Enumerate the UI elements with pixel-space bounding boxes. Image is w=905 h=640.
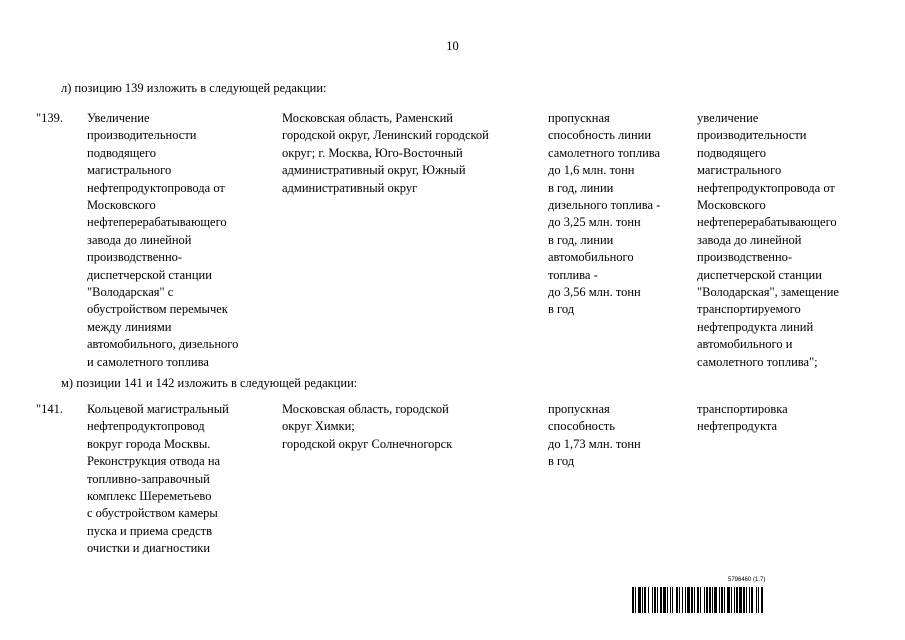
barcode-bar (663, 587, 666, 613)
barcode-bar (691, 587, 693, 613)
barcode-bar (667, 587, 668, 613)
barcode-bar (739, 587, 742, 613)
barcode-bar (652, 587, 653, 613)
barcode-bar (724, 587, 725, 613)
object-location: Московская область, городской округ Химки; городской округ Солнечногорск (282, 402, 453, 451)
object-name: Кольцевой магистральный нефтепродуктопровод вокруг города Москвы. Реконструкция отвода на топливно-заправочный комплекс Шереметьево с обустройством камеры пуска и приема средств очистки и диагностики (87, 402, 229, 556)
barcode-bar (654, 587, 656, 613)
barcode-bar (758, 587, 759, 613)
barcode-bar (756, 587, 757, 613)
barcode-bar (706, 587, 708, 613)
barcode-bar (704, 587, 705, 613)
position-number: "141. (36, 402, 63, 416)
barcode-bar (687, 587, 690, 613)
barcode-bar (685, 587, 686, 613)
barcode-label: 5796460 (1.7) (728, 577, 766, 583)
barcode-bar (709, 587, 711, 613)
barcode-bar (632, 587, 634, 613)
barcode-bar (736, 587, 738, 613)
barcode-bar (676, 587, 678, 613)
barcode (632, 575, 857, 615)
barcode-bar (670, 587, 671, 613)
position-number: "139. (36, 111, 63, 125)
barcode-bar (743, 587, 745, 613)
barcode-bar (648, 587, 649, 613)
barcode-bar (682, 587, 683, 613)
barcode-bar (731, 587, 732, 613)
barcode-bar (727, 587, 730, 613)
instruction-position-139: л) позицию 139 изложить в следующей редакции: (61, 81, 327, 95)
barcode-bar (721, 587, 723, 613)
barcode-bar (635, 587, 636, 613)
barcode-bar (697, 587, 699, 613)
barcode-bar (734, 587, 735, 613)
page-number: 10 (446, 39, 459, 53)
barcode-bar (638, 587, 641, 613)
object-capacity: пропускная способность до 1,73 млн. тонн в год (548, 402, 641, 469)
barcode-bar (660, 587, 662, 613)
barcode-bar (746, 587, 747, 613)
barcode-bar (714, 587, 717, 613)
object-purpose: увеличение производительности подводящего магистрального нефтепродуктопровода от Московского нефтеперерабатывающего завода до линейной производственно- диспетчерской станции "Володарская", замещение транспортируемого нефтепродукта линий автомобильного и самолетного топлива"; (697, 111, 839, 369)
barcode-bar (751, 587, 753, 613)
object-location: Московская область, Раменский городской округ, Ленинский городской округ; г. Москва, Юго-Восточный административный округ, Южный административный округ (282, 111, 489, 195)
barcode-bar (700, 587, 701, 613)
barcode-bar (657, 587, 658, 613)
barcode-bar (644, 587, 646, 613)
barcode-bar (761, 587, 763, 613)
object-capacity: пропускная способность линии самолетного топлива до 1,6 млн. тонн в год, линии дизельного топлива - до 3,25 млн. тонн в год, линии автомобильного топлива - до 3,56 млн. тонн в год (548, 111, 661, 317)
object-purpose: транспортировка нефтепродукта (697, 402, 788, 434)
instruction-positions-141-142: м) позиции 141 и 142 изложить в следующей редакции: (61, 376, 358, 390)
barcode-bar (642, 587, 643, 613)
barcode-bar (694, 587, 695, 613)
object-name: Увеличение производительности подводящего магистрального нефтепродуктопровода от Московского нефтеперерабатывающего завода до линейной производственно- диспетчерской станции "Володарская" с обустройством перемычек между линиями автомобильного, дизельного и самолетного топлива (87, 111, 239, 369)
barcode-bar (749, 587, 750, 613)
barcode-bar (712, 587, 713, 613)
barcode-bar (672, 587, 673, 613)
barcode-icon (632, 587, 857, 613)
barcode-bar (679, 587, 680, 613)
barcode-bar (719, 587, 720, 613)
